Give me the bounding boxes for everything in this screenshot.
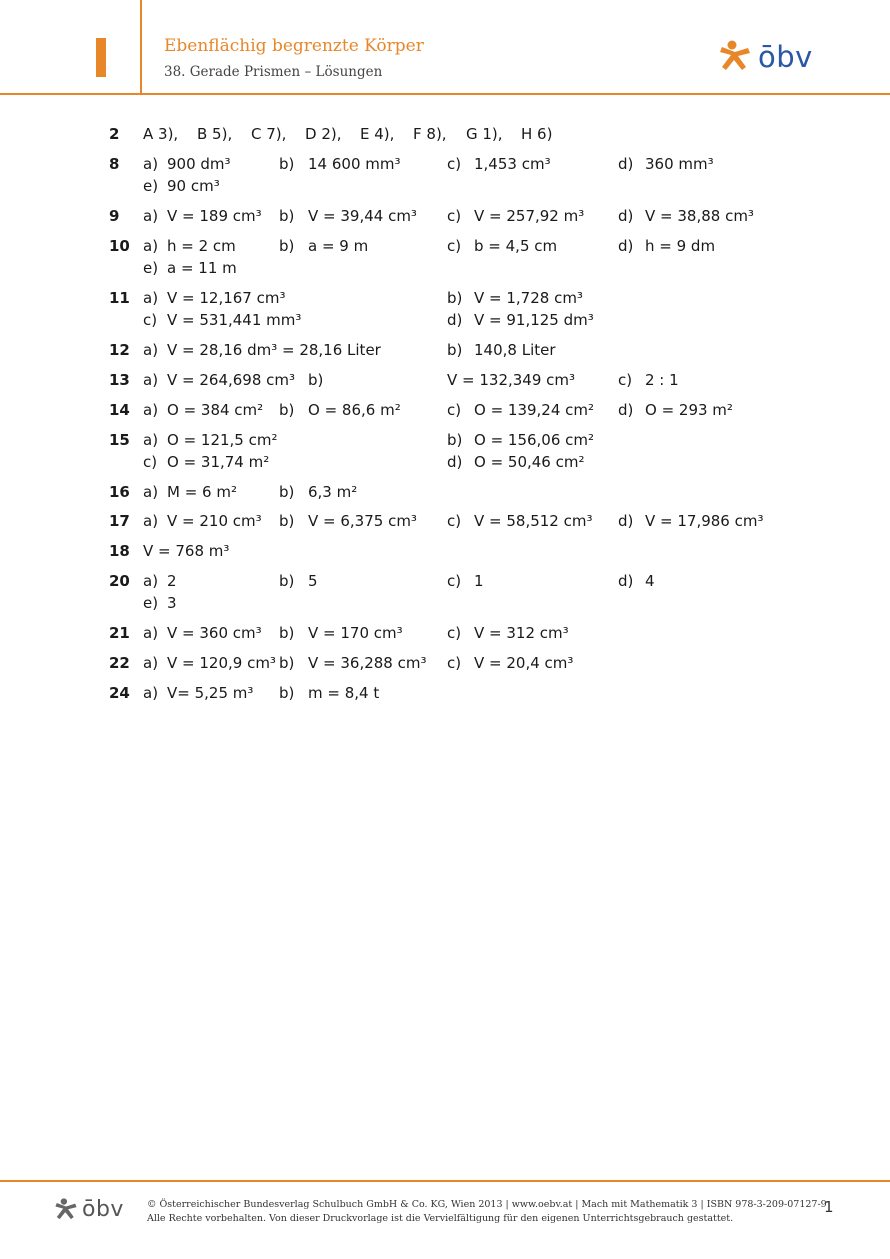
answer-text: b) [447, 341, 463, 359]
solution-row [0, 287, 890, 309]
task-number: 21 [109, 624, 130, 642]
solution-row [0, 622, 890, 644]
answer-text: a) [143, 207, 159, 225]
solution-row [0, 123, 890, 145]
answer-text: V = 120,9 cm³ [167, 654, 276, 672]
answer-text: d) [618, 401, 634, 419]
answer-text: a = 9 m [308, 237, 369, 255]
copyright-line-1: © Österreichischer Bundesverlag Schulbuch GmbH & Co. KG, Wien 2013 | www.oebv.at | Mach mit Mathematik 3 | ISBN 978-3-209-07127-9 [147, 1199, 827, 1210]
footer-logo-text: ōbv [82, 1197, 124, 1222]
answer-text: F 8), [413, 125, 447, 143]
answer-text: a) [143, 371, 159, 389]
answer-text: C 7), [251, 125, 287, 143]
answer-text: a) [143, 654, 159, 672]
answer-text: D 2), [305, 125, 342, 143]
task-number: 13 [109, 371, 130, 389]
answer-text: O = 293 m² [645, 401, 733, 419]
answer-text: b) [279, 624, 295, 642]
answer-text: c) [143, 311, 158, 329]
answer-text: d) [618, 512, 634, 530]
chapter-marker [96, 38, 106, 77]
answer-text: c) [447, 237, 462, 255]
answer-text: V = 17,986 cm³ [645, 512, 764, 530]
answer-text: c) [447, 401, 462, 419]
solution-row [0, 682, 890, 704]
solution-row [0, 153, 890, 175]
solution-row [0, 540, 890, 562]
solution-row [0, 652, 890, 674]
solution-row [0, 369, 890, 391]
answer-text: a) [143, 431, 159, 449]
answer-text: 2 [167, 572, 177, 590]
answer-text: 1,453 cm³ [474, 155, 551, 173]
solution-row [0, 257, 890, 279]
answer-text: b) [308, 371, 324, 389]
answer-text: a) [143, 155, 159, 173]
answer-text: b = 4,5 cm [474, 237, 558, 255]
solution-row [0, 451, 890, 473]
answer-text: O = 156,06 cm² [474, 431, 595, 449]
answer-text: a) [143, 483, 159, 501]
answer-text: c) [447, 654, 462, 672]
answer-text: O = 31,74 m² [167, 453, 270, 471]
answer-text: a) [143, 341, 159, 359]
answer-text: c) [447, 512, 462, 530]
task-number: 11 [109, 289, 130, 307]
answer-text: V = 39,44 cm³ [308, 207, 417, 225]
answer-text: V = 264,698 cm³ [167, 371, 296, 389]
answer-text: E 4), [360, 125, 395, 143]
answer-text: b) [279, 654, 295, 672]
solution-row [0, 570, 890, 592]
task-number: 22 [109, 654, 130, 672]
answer-text: b) [447, 431, 463, 449]
answer-text: 2 : 1 [645, 371, 679, 389]
task-number: 24 [109, 684, 130, 702]
answer-text: V = 768 m³ [143, 542, 230, 560]
answer-text: V = 1,728 cm³ [474, 289, 583, 307]
answer-text: a) [143, 401, 159, 419]
page-title: Ebenflächig begrenzte Körper [164, 36, 424, 56]
answer-text: O = 139,24 cm² [474, 401, 595, 419]
answer-text: 3 [167, 594, 177, 612]
answer-text: b) [279, 483, 295, 501]
solution-row [0, 309, 890, 331]
answer-text: A 3), [143, 125, 179, 143]
obv-star-icon [718, 40, 752, 74]
answer-text: O = 384 cm² [167, 401, 264, 419]
answer-text: V= 5,25 m³ [167, 684, 254, 702]
answer-text: V = 12,167 cm³ [167, 289, 286, 307]
answer-text: V = 189 cm³ [167, 207, 262, 225]
solution-row [0, 429, 890, 451]
answer-text: G 1), [466, 125, 503, 143]
header-divider-vertical [140, 0, 142, 94]
task-number: 18 [109, 542, 130, 560]
solution-row [0, 175, 890, 197]
answer-text: O = 121,5 cm² [167, 431, 278, 449]
answer-text: c) [143, 453, 158, 471]
answer-text: V = 38,88 cm³ [645, 207, 754, 225]
task-number: 8 [109, 155, 120, 173]
answer-text: B 5), [197, 125, 233, 143]
answer-text: V = 170 cm³ [308, 624, 403, 642]
task-number: 16 [109, 483, 130, 501]
answer-text: V = 28,16 dm³ = 28,16 Liter [167, 341, 381, 359]
answer-text: c) [618, 371, 633, 389]
task-number: 2 [109, 125, 120, 143]
answer-text: V = 58,512 cm³ [474, 512, 593, 530]
answer-text: a) [143, 512, 159, 530]
answer-text: 360 mm³ [645, 155, 714, 173]
task-number: 9 [109, 207, 120, 225]
answer-text: d) [618, 207, 634, 225]
answer-text: a) [143, 289, 159, 307]
answer-text: V = 257,92 m³ [474, 207, 585, 225]
answer-text: a) [143, 572, 159, 590]
solution-row [0, 399, 890, 421]
solution-row [0, 481, 890, 503]
answer-text: b) [279, 237, 295, 255]
answer-text: b) [279, 207, 295, 225]
publisher-logo-text: ōbv [758, 39, 813, 74]
answer-text: d) [447, 311, 463, 329]
answer-text: a) [143, 624, 159, 642]
copyright-line-2: Alle Rechte vorbehalten. Von dieser Druckvorlage ist die Vervielfältigung für den eigenen Unterrichtsgebrauch gestattet. [147, 1213, 734, 1224]
answer-text: d) [618, 155, 634, 173]
answer-text: V = 210 cm³ [167, 512, 262, 530]
answer-text: c) [447, 155, 462, 173]
footer-divider [0, 1180, 890, 1182]
answer-text: O = 50,46 cm² [474, 453, 585, 471]
answer-text: a = 11 m [167, 259, 237, 277]
answer-text: V = 531,441 mm³ [167, 311, 302, 329]
answer-text: 1 [474, 572, 484, 590]
answer-text: 14 600 mm³ [308, 155, 401, 173]
answer-text: e) [143, 594, 159, 612]
solution-row [0, 235, 890, 257]
answer-text: d) [447, 453, 463, 471]
footer-logo [54, 1197, 124, 1223]
publisher-logo [718, 40, 813, 74]
answer-text: V = 91,125 dm³ [474, 311, 594, 329]
answer-text: M = 6 m² [167, 483, 237, 501]
answer-text: h = 2 cm [167, 237, 236, 255]
task-number: 10 [109, 237, 130, 255]
answer-text: b) [447, 289, 463, 307]
task-number: 17 [109, 512, 130, 530]
answer-text: h = 9 dm [645, 237, 716, 255]
answer-text: V = 360 cm³ [167, 624, 262, 642]
obv-star-icon [54, 1198, 78, 1222]
answer-text: m = 8,4 t [308, 684, 380, 702]
answer-text: 90 cm³ [167, 177, 220, 195]
answer-text: 140,8 Liter [474, 341, 556, 359]
solution-row [0, 339, 890, 361]
answer-text: V = 132,349 cm³ [447, 371, 576, 389]
solution-row [0, 510, 890, 532]
answer-text: b) [279, 684, 295, 702]
answer-text: V = 20,4 cm³ [474, 654, 574, 672]
page-subtitle: 38. Gerade Prismen – Lösungen [164, 64, 383, 80]
task-number: 15 [109, 431, 130, 449]
answer-text: V = 312 cm³ [474, 624, 569, 642]
task-number: 12 [109, 341, 130, 359]
answer-text: c) [447, 207, 462, 225]
answer-text: V = 36,288 cm³ [308, 654, 427, 672]
answer-text: a) [143, 684, 159, 702]
answer-text: V = 6,375 cm³ [308, 512, 417, 530]
answer-text: b) [279, 512, 295, 530]
task-number: 14 [109, 401, 130, 419]
answer-text: 4 [645, 572, 655, 590]
answer-text: e) [143, 259, 159, 277]
answer-text: a) [143, 237, 159, 255]
page-number: 1 [824, 1198, 834, 1216]
answer-text: d) [618, 237, 634, 255]
answer-text: 900 dm³ [167, 155, 231, 173]
answer-text: b) [279, 155, 295, 173]
header-divider-horizontal [0, 93, 890, 95]
answer-text: O = 86,6 m² [308, 401, 401, 419]
solution-row [0, 592, 890, 614]
answer-text: d) [618, 572, 634, 590]
answer-text: c) [447, 572, 462, 590]
answer-text: c) [447, 624, 462, 642]
task-number: 20 [109, 572, 130, 590]
answer-text: e) [143, 177, 159, 195]
answer-text: b) [279, 401, 295, 419]
solution-row [0, 205, 890, 227]
answer-text: 5 [308, 572, 318, 590]
answer-text: H 6) [521, 125, 553, 143]
answer-text: 6,3 m² [308, 483, 358, 501]
answer-text: b) [279, 572, 295, 590]
copyright-notice [147, 1198, 827, 1226]
